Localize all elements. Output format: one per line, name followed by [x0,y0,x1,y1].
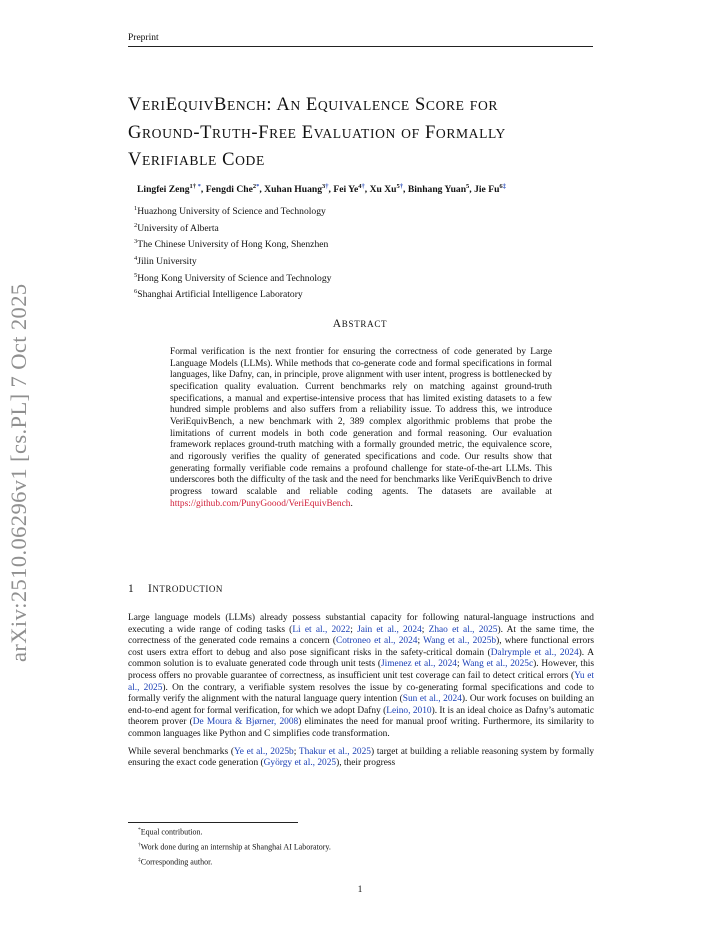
citation-link[interactable]: Li et al., 2022 [292,624,351,635]
affiliation-name: University of Alberta [137,222,219,234]
abstract-body [170,347,552,510]
intro-text: ). On the contrary, a verifiable system resolves the issue by co-generating formal specifications and code to formally verify the alignment with the natural language query intention ( [128,682,594,705]
author-name: Jie Fu [474,184,500,196]
footnote [138,824,331,839]
dataset-link[interactable]: https://github.com/PunyGoood/VeriEquivBench [170,498,351,509]
affiliation-row [134,202,331,219]
footnote [138,854,331,869]
affiliation-row [134,269,331,286]
intro-text: While several benchmarks ( [128,746,234,757]
author-note-mark: * [196,183,201,190]
affiliation-number: 2 [134,221,138,229]
footnote-rule [128,822,298,823]
affiliation-list [134,202,331,302]
intro-text: ; [350,624,358,635]
footnote-mark: * [138,827,141,833]
affiliation-number: 6 [134,288,138,296]
intro-text: ). A common solution is to evaluate generated code through unit tests ( [128,647,595,670]
author-name: Lingfei Zeng [137,184,190,196]
affiliation-number: 3 [134,238,138,246]
citation-link[interactable]: György et al., 2025 [263,758,337,769]
preprint-label: Preprint [128,33,159,43]
intro-text: Large language models (LLMs) already possess substantial capacity for following natural-language instructions and executing a wide range of coding tasks ( [128,613,594,635]
footnote [138,839,331,854]
running-header [128,33,593,47]
citation-link[interactable]: Jain et al., 2024 [357,624,422,635]
affiliation-number: 5 [134,271,138,279]
affiliation-number: 4 [134,255,138,263]
citation-link[interactable]: De Moura & Bjørner, 2008 [192,717,299,728]
author-affil-mark: 1† [189,183,197,190]
intro-paragraph-2 [128,747,594,770]
abstract-end: . [350,498,353,509]
footnote-text: Corresponding author. [140,857,213,867]
intro-text: ) target at building a reliable reasoning system by formally ensuring the exact code generation ( [128,746,595,769]
author-affil-mark: 3 [322,183,326,190]
footnote-mark: ‡ [138,857,141,864]
intro-text: ; [293,746,299,757]
affiliation-name: The Chinese University of Hong Kong, Shenzhen [137,239,329,251]
title-line-1: VERIEQUIVBENCH: AN EQUIVALENCE SCORE FOR [128,95,499,115]
citation-link[interactable]: Yu et al., 2025 [128,670,594,693]
affiliation-number: 1 [134,205,138,212]
intro-text: ) eliminates the need for manual proof writing. Furthermore, its similarity to common languages like Python and C simplifies code transformation. [128,717,594,739]
author-note-mark: † [361,183,365,190]
author-affil-mark: 5 [466,183,470,190]
intro-text: ; [417,636,424,647]
affiliation-name: Hong Kong University of Science and Technology [137,272,332,284]
affiliation-row [134,219,331,236]
introduction-body [128,613,594,776]
citation-link[interactable]: Cotroneo et al., 2024 [335,636,418,647]
intro-text: ). It is an ideal choice as Dafny’s automatic theorem prover ( [128,705,594,728]
footnote-text: Work done during an internship at Shanghai AI Laboratory. [140,842,331,852]
author-list: Lingfei Zeng$^{1\dagger}$ *, Fengdi Che$^{2*}$, Xuhan Huang$^{3\dagger}$, Fei $Ye^{4\dagger}$, Xu $Xu^{5\dagger}$, Binhang Yuan$^5$, Jie $Fu^{6\ddagger}$ [137,183,506,196]
author-name: Fengdi Che [205,184,253,196]
intro-text: ). However, this process offers no provable guarantee of correctness, as insufficient unit test coverage can fail to detect critical errors ( [128,659,595,681]
footnote-text: Equal contribution. [140,827,203,837]
abstract-heading: ABSTRACT [332,318,388,330]
intro-text: ). Our work focuses on building an end-to-end agent for formal verification, for which we adopt Dafny ( [128,694,595,716]
author-name: Binhang Yuan [407,184,467,196]
footnote-mark: † [138,842,141,849]
author-note-mark: † [399,183,404,190]
author-name: Xu Xu [369,184,397,196]
intro-text: ), where functional errors cost users extra effort to debug and also pose significant risks in the safety-critical domain ( [128,636,594,658]
author-note-mark: † [325,183,329,190]
page-number: 1 [357,884,363,895]
author-affil-mark: 6 [499,183,503,190]
affiliation-name: Jilin University [137,256,197,268]
citation-link[interactable]: Jimenez et al., 2024 [381,659,457,670]
affiliation-row [134,252,331,269]
citation-link[interactable]: Dalrymple et al., 2024 [490,647,579,658]
author-name: Xuhan Huang [264,184,323,196]
affiliation-name: Huazhong University of Science and Technology [137,206,326,218]
header-rule [128,46,593,47]
section-number: 1 [128,583,135,595]
abstract-text: Formal verification is the next frontier for ensuring the correctness of code generated by Large Language Models (LLMs). While methods that co-generate code and formal specifications in formal languages, like Dafny, can, in principle, prove alignment with user intent, progress is bottlenecked by specification quality evaluation. Current benchmarks rely on matching against ground-truth specifications, a manual and expertise-intensive process that has limited existing datasets to a few hundred simple problems and also suffers from a reliability issue. To address this, we introduce VeriEquivBench, a new benchmark with 2, 389 complex algorithmic problems that probe the limitations of current models in both code generation and formal reasoning. Our evaluation framework replaces ground-truth matching with a formally grounded metric, the equivalence score, and rigorously verifies the quality of generated specifications and code. Our results show that generating formally verifiable code remains a profound challenge for state-of-the-art LLMs. This underscores both the difficulty of the task and the need for benchmarks like VeriEquivBench to drive progress toward scalable and reliable coding agents. The datasets are available at [170,347,552,497]
citation-link[interactable]: Wang et al., 2025c [462,659,534,670]
section-heading [128,583,223,595]
paper-title [128,92,598,175]
author-affil-mark: 4 [358,183,362,190]
intro-text: ). At the same time, the correctness of the generated code remains a concern ( [128,624,595,647]
author-note-mark: * [256,183,260,190]
author-name: Fei Ye [333,184,359,196]
citation-link[interactable]: Sun et al., 2024 [402,694,462,705]
arxiv-stamp: arXiv:2510.06296v1 [cs.PL] 7 Oct 2025 [6,283,31,662]
citation-link[interactable]: Leino, 2010 [386,705,432,716]
footnotes [138,824,331,869]
title-line-3: VERIFIABLE CODE [128,150,265,170]
citation-link[interactable]: Thakur et al., 2025 [298,746,371,757]
citation-link[interactable]: Wang et al., 2025b [423,636,497,647]
affiliation-name: Shanghai Artificial Intelligence Laboratory [137,289,303,301]
title-line-2: GROUND-TRUTH-FREE EVALUATION OF FORMALLY [128,122,506,143]
section-title: INTRODUCTION [148,583,223,595]
intro-paragraph-1 [128,613,594,741]
citation-link[interactable]: Ye et al., 2025b [233,746,294,757]
author-affil-mark: 5 [396,183,400,190]
intro-text: ), their progress [336,758,396,769]
affiliation-row [134,235,331,252]
author-note-mark: ‡ [502,183,506,190]
citation-link[interactable]: Zhao et al., 2025 [428,624,498,635]
intro-text: ; [456,659,463,670]
intro-text: ; [421,624,429,635]
affiliation-row [134,285,331,302]
author-affil-mark: 2 [252,183,257,190]
